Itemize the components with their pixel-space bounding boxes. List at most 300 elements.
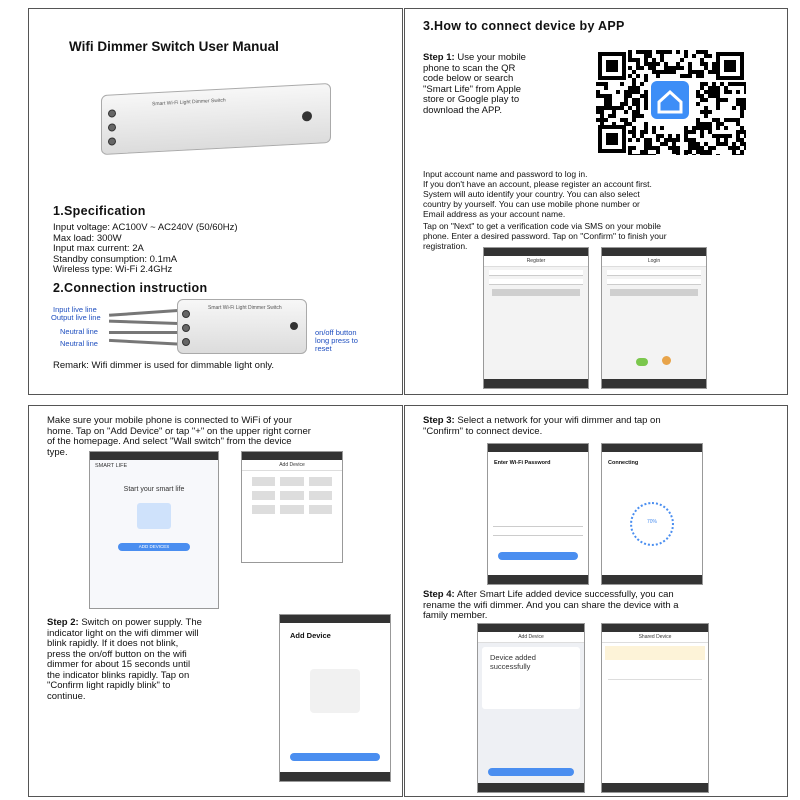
qr-module xyxy=(680,74,684,78)
qr-module xyxy=(700,98,704,102)
qr-module xyxy=(676,154,680,155)
button-label-line: reset xyxy=(315,344,332,353)
qr-module xyxy=(736,102,740,106)
device-type-screen xyxy=(241,451,343,563)
qr-module xyxy=(632,58,636,62)
qr-module xyxy=(600,106,604,110)
onoff-button xyxy=(290,322,298,330)
qr-module xyxy=(664,62,668,66)
qr-module xyxy=(636,106,640,110)
qr-module xyxy=(700,154,704,155)
step1-label: Step 1: xyxy=(423,52,455,63)
qr-module xyxy=(596,110,600,114)
qr-module xyxy=(732,146,736,150)
qr-module xyxy=(692,130,696,134)
qr-module xyxy=(624,90,628,94)
qr-module xyxy=(744,102,746,106)
qr-module xyxy=(732,82,736,86)
spec-line: Standby consumption: 0.1mA xyxy=(53,253,178,265)
step2-line: the indicator blinks rapidly. Tap on xyxy=(47,669,190,681)
qr-module xyxy=(644,74,648,78)
qr-module xyxy=(644,126,648,130)
qr-module xyxy=(648,142,652,146)
terminal xyxy=(182,338,190,346)
wire-label-output-live: Output live line xyxy=(51,313,101,322)
specification-heading: 1.Specification xyxy=(53,204,146,218)
qr-module xyxy=(744,82,746,86)
qr-module xyxy=(704,90,708,94)
terminal xyxy=(108,137,116,145)
nav-bar xyxy=(478,783,584,792)
connecting-title: Connecting xyxy=(608,460,639,466)
qr-module xyxy=(648,54,652,58)
qr-module xyxy=(744,90,746,94)
qr-module xyxy=(704,122,708,126)
qr-module xyxy=(608,98,612,102)
qr-module xyxy=(660,142,664,146)
nav-bar xyxy=(602,575,702,584)
qr-module xyxy=(732,150,736,154)
text-line: of the homepage. And select "Wall switch" from the device xyxy=(47,436,292,447)
qr-module xyxy=(732,154,736,155)
qr-module xyxy=(684,134,688,138)
qr-module xyxy=(632,86,636,90)
device-label: Smart Wi-Fi Light Dimmer Switch xyxy=(152,97,226,108)
qr-module xyxy=(720,142,724,146)
qr-module xyxy=(704,114,708,118)
qr-module xyxy=(688,146,692,150)
success-line: successfully xyxy=(490,662,531,671)
text-line: Email address as your account name. xyxy=(423,209,566,219)
qr-module xyxy=(636,102,640,106)
qr-module xyxy=(708,110,712,114)
qr-module xyxy=(644,50,648,54)
qr-module xyxy=(648,138,652,142)
qr-module xyxy=(740,106,744,110)
qr-module xyxy=(716,154,720,155)
step1-line: Use your mobile xyxy=(457,52,526,63)
qr-module xyxy=(744,134,746,138)
add-device-title: Add Device xyxy=(290,631,331,640)
qr-module xyxy=(640,114,644,118)
qr-module xyxy=(716,98,720,102)
manual-page-network xyxy=(404,405,788,797)
qr-module xyxy=(620,82,624,86)
qr-module xyxy=(640,154,644,155)
qr-module xyxy=(736,90,740,94)
step2-text xyxy=(47,618,247,702)
text-line: phone. Enter a desired password. Tap on "Confirm" to finish your xyxy=(423,231,667,241)
qr-module xyxy=(636,86,640,90)
wire-label-neutral-2: Neutral line xyxy=(60,339,98,348)
done-button xyxy=(488,768,574,776)
qr-module xyxy=(624,118,628,122)
text-line: If you don't have an account, please register an account first. xyxy=(423,179,652,189)
qr-module xyxy=(744,106,746,110)
status-bar xyxy=(602,248,706,256)
wechat-icon xyxy=(636,358,648,366)
qr-module xyxy=(744,98,746,102)
qr-module xyxy=(732,142,736,146)
qr-module xyxy=(652,58,656,62)
qr-module xyxy=(700,94,704,98)
qr-module xyxy=(636,138,640,142)
qr-module xyxy=(632,118,636,122)
terminal xyxy=(182,310,190,318)
qr-module xyxy=(696,146,700,150)
qr-module xyxy=(632,102,636,106)
qr-module xyxy=(716,118,720,122)
qr-module xyxy=(624,94,628,98)
step2-line: press the on/off button on the wifi xyxy=(47,648,187,660)
step3-line: "Confirm" to connect device. xyxy=(423,425,543,437)
wifi-password-screen xyxy=(487,443,589,585)
qr-module xyxy=(668,146,672,150)
manual-title: Wifi Dimmer Switch User Manual xyxy=(69,39,279,54)
qr-module xyxy=(688,130,692,134)
step4-line: rename the wifi dimmer. And you can share the device with a xyxy=(423,599,679,611)
qr-module xyxy=(656,146,660,150)
status-bar xyxy=(484,248,588,256)
qr-module xyxy=(688,150,692,154)
success-card xyxy=(482,647,580,709)
qr-module xyxy=(704,110,708,114)
nav-bar xyxy=(602,783,708,792)
qr-module xyxy=(724,134,728,138)
step3-label: Step 3: xyxy=(423,415,455,426)
qr-module xyxy=(740,98,744,102)
terminal xyxy=(182,324,190,332)
step2-line: indicator light on the wifi dimmer will xyxy=(47,627,199,639)
qr-module xyxy=(704,62,708,66)
qr-module xyxy=(724,138,728,142)
app-heading: 3.How to connect device by APP xyxy=(423,19,625,33)
qr-module xyxy=(672,138,676,142)
qr-module xyxy=(716,126,720,130)
qr-module xyxy=(636,74,640,78)
qr-module xyxy=(744,142,746,146)
progress-percent: 70% xyxy=(646,519,657,525)
step1-line: code below or search xyxy=(423,73,514,84)
qr-module xyxy=(668,70,672,74)
qr-module xyxy=(620,102,624,106)
qr-module xyxy=(596,82,600,86)
qr-module xyxy=(664,66,668,70)
qr-module xyxy=(672,66,676,70)
qr-module xyxy=(652,70,656,74)
qr-module xyxy=(640,82,644,86)
qr-module xyxy=(628,90,632,94)
confirm-blink-button xyxy=(290,753,380,761)
qr-module xyxy=(636,62,640,66)
form-field xyxy=(489,270,583,276)
add-device-blink-screen xyxy=(279,614,391,782)
qr-module xyxy=(708,90,712,94)
manual-page-specification xyxy=(28,8,403,395)
qr-module xyxy=(696,118,700,122)
qr-module xyxy=(652,126,656,130)
qr-module xyxy=(740,114,744,118)
qr-module xyxy=(720,134,724,138)
qr-module xyxy=(696,122,700,126)
qr-module xyxy=(656,62,660,66)
qr-module xyxy=(688,66,692,70)
qr-module xyxy=(740,150,744,154)
spec-line: Wireless type: Wi-Fi 2.4GHz xyxy=(53,264,173,275)
login-title: Login xyxy=(602,256,706,267)
qr-module xyxy=(664,50,668,54)
qr-module xyxy=(704,126,708,130)
qr-module xyxy=(632,134,636,138)
qr-module xyxy=(660,126,664,130)
qr-module xyxy=(700,134,704,138)
qr-module xyxy=(632,78,636,82)
qr-module xyxy=(728,82,732,86)
specification-list xyxy=(53,223,238,276)
status-bar xyxy=(488,444,588,452)
qr-module xyxy=(708,150,712,154)
text-line: Make sure your mobile phone is connected to WiFi of your xyxy=(47,415,293,426)
connecting-screen xyxy=(601,443,703,585)
qr-module xyxy=(716,102,720,106)
qr-module xyxy=(740,142,744,146)
qr-module xyxy=(644,58,648,62)
device-added-screen xyxy=(477,623,585,793)
qr-module xyxy=(644,90,648,94)
qr-module xyxy=(596,118,600,122)
qr-module xyxy=(724,86,728,90)
qr-module xyxy=(700,70,704,74)
button-label-line: long press to xyxy=(315,336,358,345)
qr-module xyxy=(604,102,608,106)
device-grid xyxy=(242,471,342,520)
step2-line: continue. xyxy=(47,690,86,702)
qr-module xyxy=(648,146,652,150)
confirm-button xyxy=(498,552,578,560)
login-button xyxy=(610,289,698,296)
qr-module xyxy=(700,110,704,114)
form-field xyxy=(489,279,583,285)
qr-module xyxy=(676,150,680,154)
qr-module xyxy=(604,106,608,110)
qr-module xyxy=(656,150,660,154)
qr-module xyxy=(600,94,604,98)
qr-module xyxy=(716,138,720,142)
qr-module xyxy=(644,106,648,110)
qr-module xyxy=(600,118,604,122)
step3-line: Select a network for your wifi dimmer and tap on xyxy=(457,415,661,426)
qr-module xyxy=(716,86,720,90)
ssid-field xyxy=(493,521,583,527)
terminal xyxy=(108,109,116,117)
qr-module xyxy=(716,106,720,110)
qr-module xyxy=(736,138,740,142)
qr-module xyxy=(676,62,680,66)
status-bar xyxy=(602,444,702,452)
qr-module xyxy=(652,146,656,150)
qr-module xyxy=(724,90,728,94)
qr-module xyxy=(652,154,656,155)
step3-text xyxy=(423,416,773,437)
nav-bar xyxy=(602,379,706,388)
qr-module xyxy=(728,146,732,150)
qr-module xyxy=(740,126,744,130)
qr-module xyxy=(744,86,746,90)
qr-module xyxy=(668,134,672,138)
qr-module xyxy=(712,82,716,86)
qr-module xyxy=(688,74,692,78)
qr-module xyxy=(692,126,696,130)
qr-module xyxy=(712,90,716,94)
qr-module xyxy=(676,138,680,142)
qr-module xyxy=(716,94,720,98)
step1-line: store or Google play to xyxy=(423,94,520,105)
qr-module xyxy=(628,58,632,62)
qr-module xyxy=(700,130,704,134)
qr-module xyxy=(636,66,640,70)
status-bar xyxy=(90,452,218,460)
button-label-line: on/off button xyxy=(315,328,357,337)
qr-module xyxy=(712,70,716,74)
qr-module xyxy=(740,138,744,142)
qr-module xyxy=(644,150,648,154)
qr-module xyxy=(652,130,656,134)
qr-module xyxy=(712,134,716,138)
app-tagline: Start your smart life xyxy=(123,486,185,493)
wire-label-input-live: Input live line xyxy=(53,305,97,314)
qr-module xyxy=(744,146,746,150)
qr-module xyxy=(700,74,704,78)
qr-module xyxy=(696,50,700,54)
qr-module xyxy=(656,50,660,54)
connection-heading: 2.Connection instruction xyxy=(53,281,208,295)
qr-module xyxy=(652,62,656,66)
qr-module xyxy=(640,66,644,70)
qr-module xyxy=(680,66,684,70)
wire-label-neutral-1: Neutral line xyxy=(60,327,98,336)
qr-module xyxy=(636,114,640,118)
qr-module xyxy=(632,146,636,150)
qr-module xyxy=(740,102,744,106)
qr-module xyxy=(708,54,712,58)
qr-module xyxy=(636,50,640,54)
qr-module xyxy=(736,82,740,86)
qr-module xyxy=(632,90,636,94)
status-bar xyxy=(478,624,584,632)
home-screen xyxy=(89,451,219,609)
qr-module xyxy=(656,134,660,138)
next-button xyxy=(492,289,580,296)
qr-module xyxy=(736,98,740,102)
qr-module xyxy=(616,106,620,110)
qr-module xyxy=(632,130,636,134)
qr-module xyxy=(708,130,712,134)
qr-module xyxy=(632,126,636,130)
qr-module xyxy=(664,70,668,74)
qr-module xyxy=(704,66,708,70)
qr-module xyxy=(700,58,704,62)
qr-module xyxy=(700,150,704,154)
qr-module xyxy=(668,138,672,142)
qr-module xyxy=(624,110,628,114)
qr-module xyxy=(692,70,696,74)
wifi-title: Enter Wi-Fi Password xyxy=(494,460,551,466)
qr-module xyxy=(644,142,648,146)
qr-module xyxy=(644,138,648,142)
qr-module xyxy=(636,110,640,114)
qr-module xyxy=(628,154,632,155)
avatar-icon xyxy=(662,356,671,365)
shared-device-screen xyxy=(601,623,709,793)
qr-module xyxy=(696,150,700,154)
qr-module xyxy=(660,54,664,58)
qr-module xyxy=(672,142,676,146)
manual-page-add-device xyxy=(28,405,403,797)
qr-module xyxy=(704,142,708,146)
status-bar xyxy=(242,452,342,460)
qr-module xyxy=(700,86,704,90)
qr-module xyxy=(708,94,712,98)
step4-line: After Smart Life added device successfully, you can xyxy=(456,589,674,600)
qr-module xyxy=(740,82,744,86)
qr-module xyxy=(640,130,644,134)
qr-module xyxy=(684,138,688,142)
qr-module xyxy=(688,70,692,74)
qr-module xyxy=(628,130,632,134)
qr-module xyxy=(628,138,632,142)
qr-module xyxy=(708,70,712,74)
qr-module xyxy=(612,106,616,110)
qr-code xyxy=(596,50,746,155)
qr-module xyxy=(684,130,688,134)
device-label: Smart Wi-Fi Light Dimmer Switch xyxy=(208,305,282,311)
qr-module xyxy=(688,62,692,66)
shared-device-header: Shared Device xyxy=(602,632,708,643)
qr-module xyxy=(736,122,740,126)
qr-module xyxy=(728,134,732,138)
qr-module xyxy=(648,50,652,54)
login-instructions xyxy=(423,169,652,219)
qr-module xyxy=(636,58,640,62)
qr-module xyxy=(596,94,600,98)
add-device-header: Add Device xyxy=(478,632,584,643)
qr-module xyxy=(724,98,728,102)
qr-module xyxy=(700,126,704,130)
qr-module xyxy=(656,74,660,78)
text-line: type. xyxy=(47,446,68,458)
qr-module xyxy=(620,106,624,110)
qr-module xyxy=(684,154,688,155)
qr-module xyxy=(692,154,696,155)
qr-module xyxy=(724,118,728,122)
qr-module xyxy=(624,98,628,102)
qr-module xyxy=(644,130,648,134)
step2-line: blink rapidly. If it does not blink, xyxy=(47,638,179,649)
qr-module xyxy=(600,110,604,114)
qr-module xyxy=(628,86,632,90)
qr-module xyxy=(608,114,612,118)
text-line: home. Tap on "Add Device" or tap "+" on the upper right corner xyxy=(47,425,311,437)
qr-module xyxy=(632,114,636,118)
qr-module xyxy=(704,154,708,155)
qr-module xyxy=(652,66,656,70)
qr-module xyxy=(632,70,636,74)
qr-module xyxy=(644,98,648,102)
qr-module xyxy=(732,106,736,110)
qr-module xyxy=(628,94,632,98)
qr-module xyxy=(628,106,632,110)
qr-module xyxy=(692,146,696,150)
